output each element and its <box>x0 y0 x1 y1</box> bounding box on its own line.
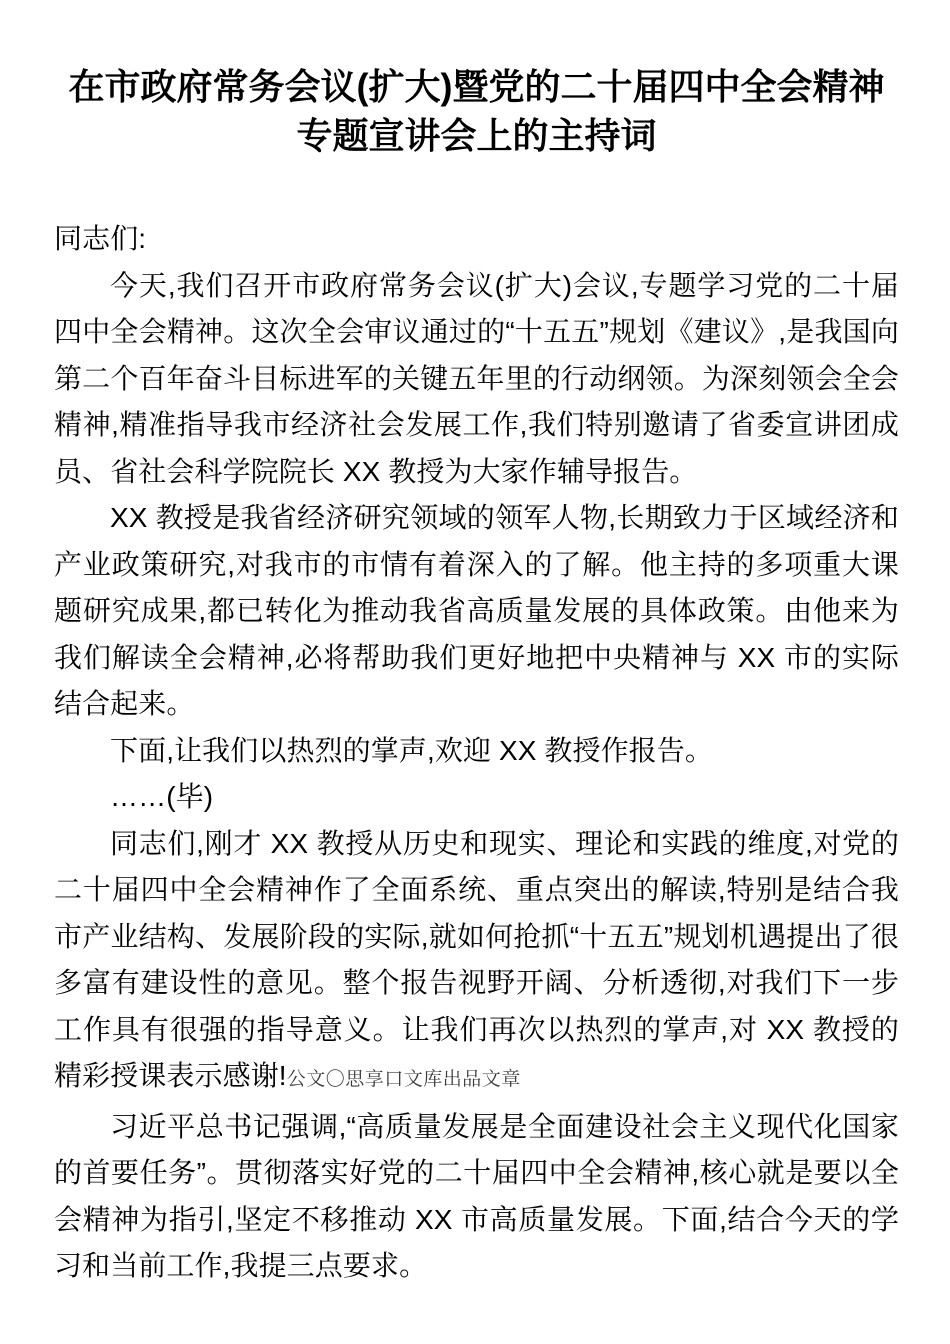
paragraph-4-text: 同志们,刚才 XX 教授从历史和现实、理论和实践的维度,对党的二十届四中全会精神作了全面系统、重点突出的解读,特别是结合我市产业结构、发展阶段的实际,就如何抢抓“十五五”规划机遇提出了很多富有建设性的意见。整个报告视野开阔、分析透彻,对我们下一步工作具有很强的指导意义。让我们再次以热烈的掌声,对 XX 教授的精彩授课表示感谢! <box>54 827 899 1091</box>
document-body <box>54 0 899 1290</box>
paragraph-1: 今天,我们召开市政府常务会议(扩大)会议,专题学习党的二十届四中全会精神。这次全会审议通过的“十五五”规划《建议》,是我国向第二个百年奋斗目标进军的关键五年里的行动纲领。为深刻领会全会精神,精准指导我市经济社会发展工作,我们特别邀请了省委宣讲团成员、省社会科学院院长 XX 教授为大家作辅导报告。 <box>54 269 899 487</box>
paragraph-ellipsis-end: ……(毕) <box>110 781 214 812</box>
salutation: 同志们: <box>54 223 147 254</box>
paragraph-5: 习近平总书记强调,“高质量发展是全面建设社会主义现代化国家的首要任务”。贯彻落实好党的二十届四中全会精神,核心就是要以全会精神为指引,坚定不移推动 XX 市高质量发展。下面,结合今天的学习和当前工作,我提三点要求。 <box>54 1110 899 1281</box>
watermark-text: 公文〇思享口文库出品文章 <box>286 1069 521 1090</box>
paragraph-3: 下面,让我们以热烈的掌声,欢迎 XX 教授作报告。 <box>110 734 713 766</box>
paragraph-2: XX 教授是我省经济研究领域的领军人物,长期致力于区域经济和产业政策研究,对我市的市情有着深入的了解。他主持的多项重大课题研究成果,都已转化为推动我省高质量发展的具体政策。由他来为我们解读全会精神,必将帮助我们更好地把中央精神与 XX 市的实际结合起来。 <box>54 502 899 719</box>
document-content <box>54 216 899 1290</box>
paragraph-4 <box>54 821 899 1104</box>
page-title: 在市政府常务会议(扩大)暨党的二十届四中全会精神专题宣讲会上的主持词 <box>68 66 885 156</box>
